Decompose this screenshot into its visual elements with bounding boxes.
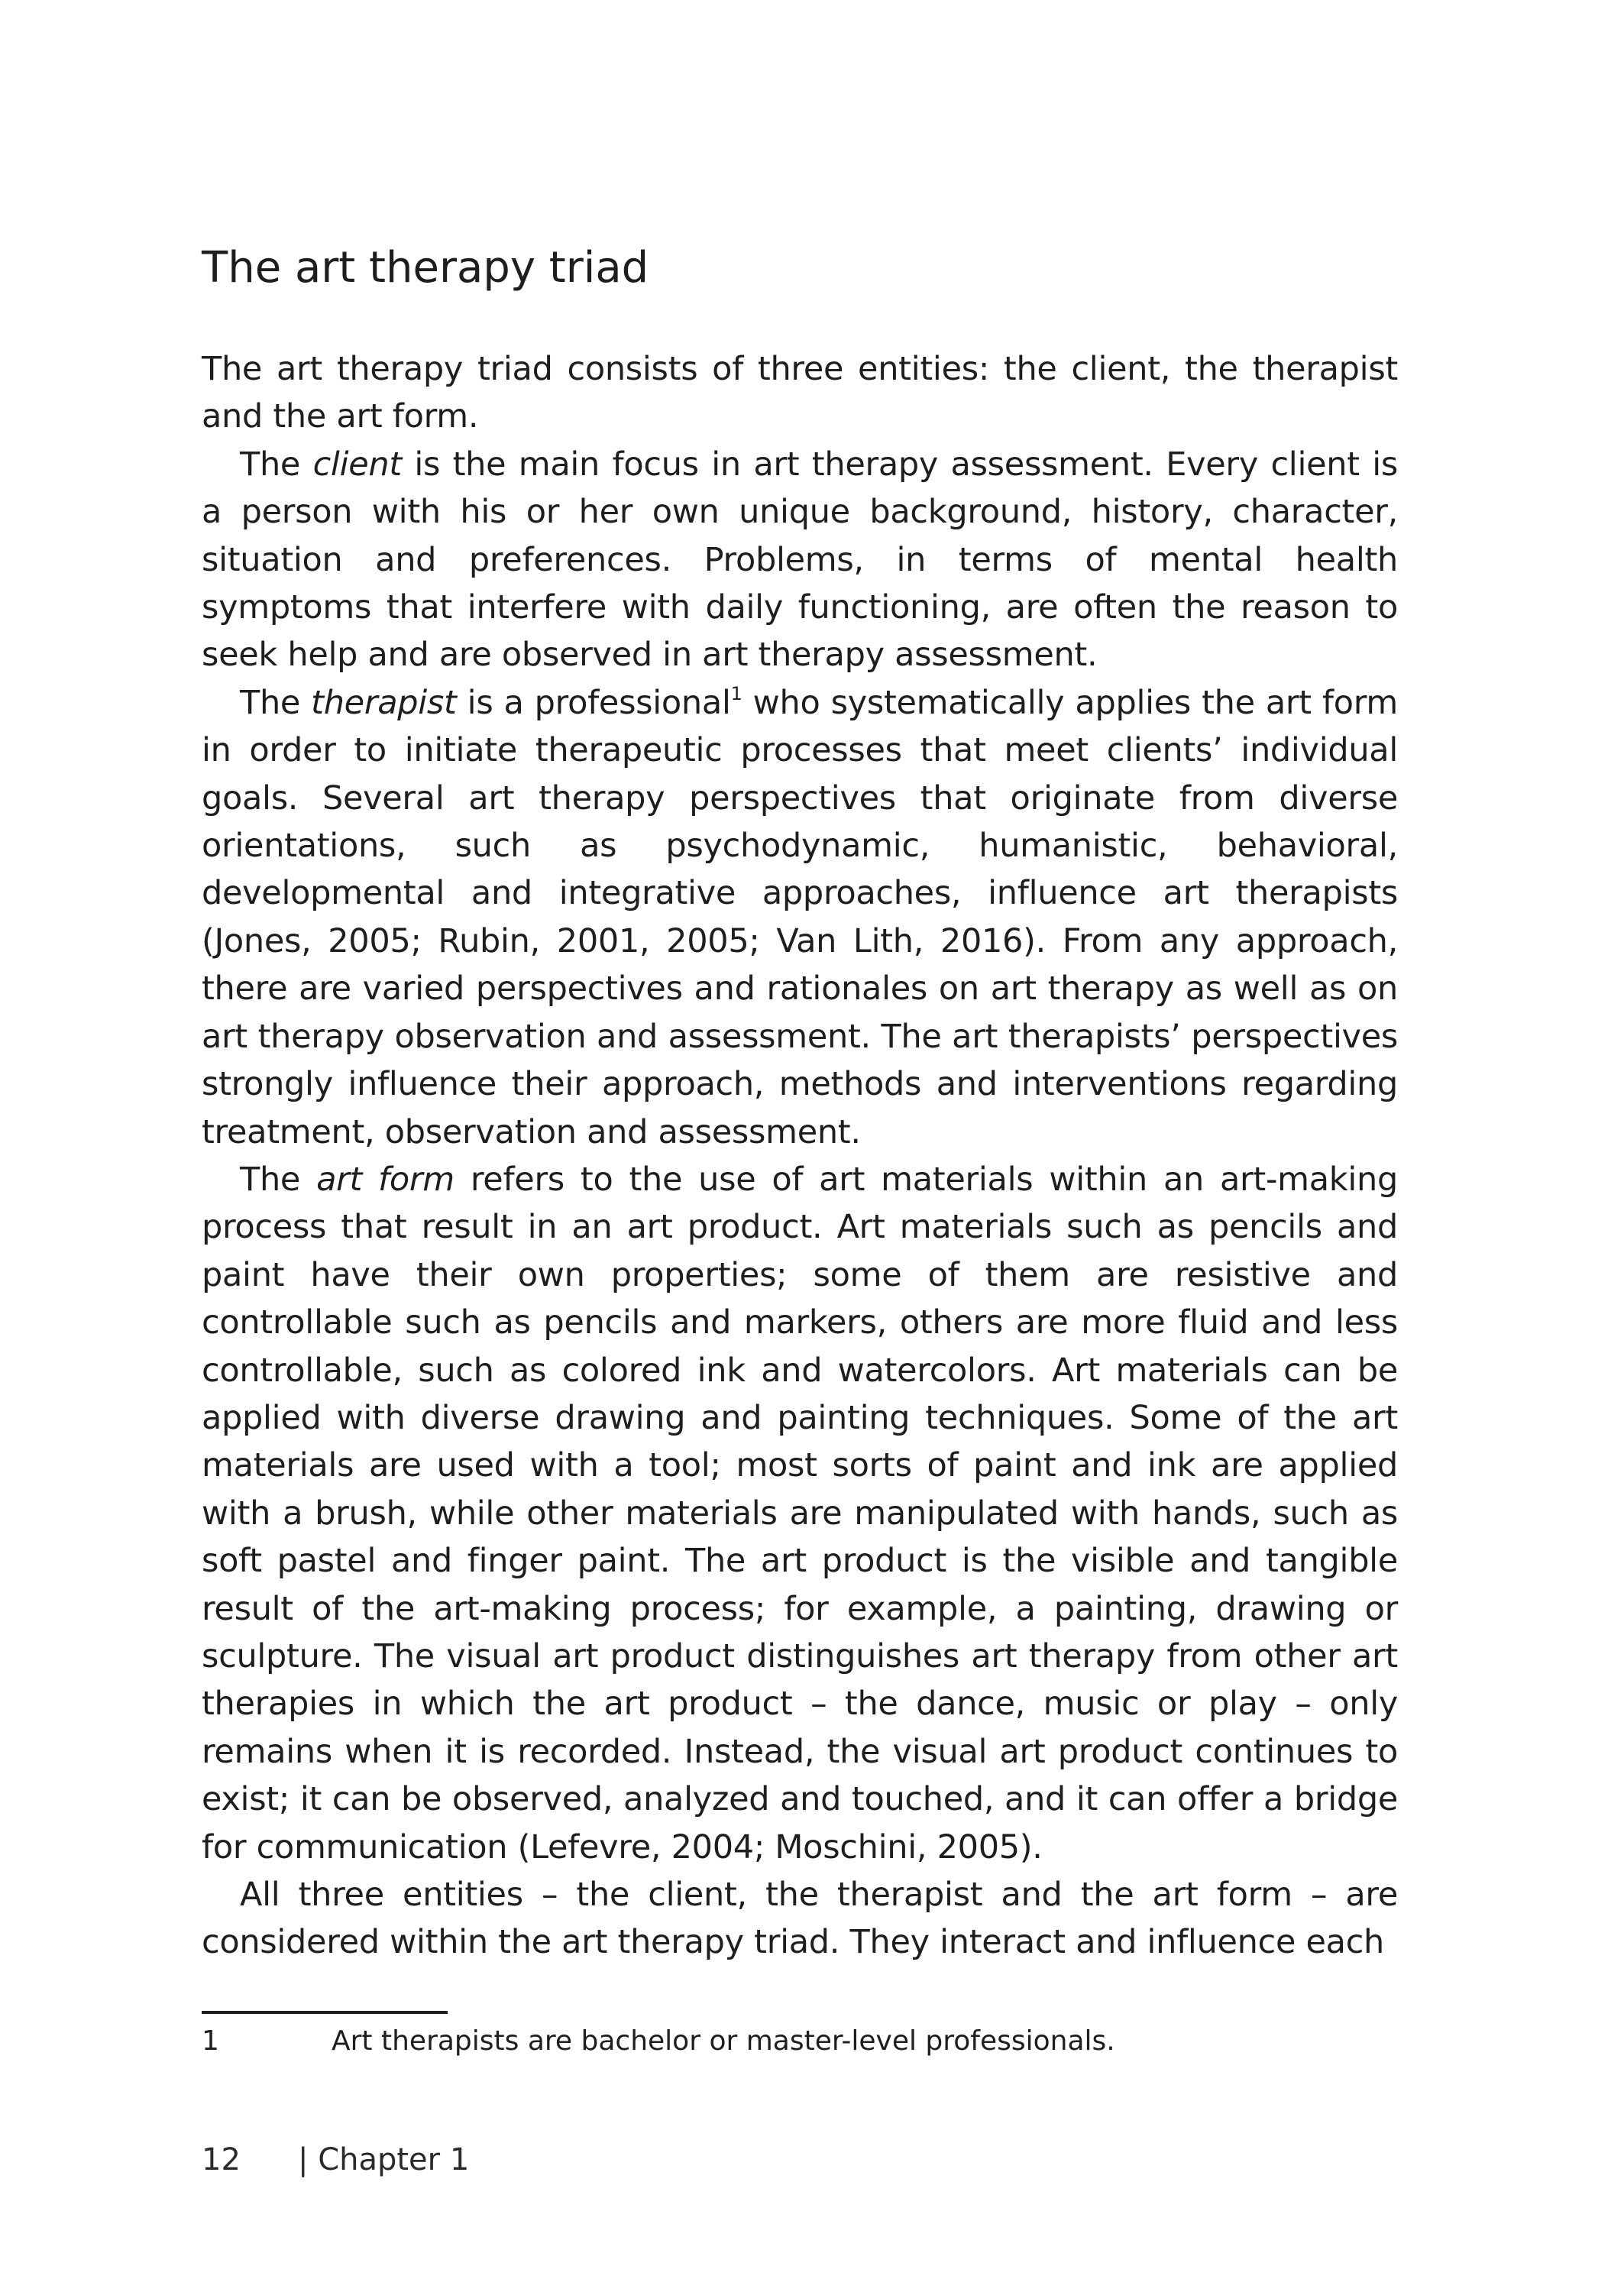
- paragraph-client: [202, 441, 1398, 679]
- body-text: [202, 345, 1398, 1967]
- section-heading: The art therapy triad: [202, 243, 649, 293]
- page-number: 12: [202, 2142, 241, 2177]
- term-art-form: art form: [316, 1160, 455, 1199]
- paragraph-art-form-text: refers to the use of art materials within an art-making process that result in an art product. Art materials such as pencils and paint have their own properties; some of them are resistive and controllable such as pencils and markers, others are more fluid and less controllable, such as colored ink and watercolors. Art materials can be applied with diverse drawing and painting techniques. Some of the art materials are used with a tool; most sorts of paint and ink are applied with a brush, while other materials are manipulated with hands, such as soft pastel and finger paint. The art product is the visible and tangible result of the art-making process; for example, a painting, drawing or sculpture. The visual art product distinguishes art therapy from other art therapies in which the art product – the dance, music or play – only remains when it is recorded. Instead, the visual art product continues to exist; it can be observed, analyzed and touched, and it can offer a bridge for communication (Lefevre, 2004; Moschini, 2005).: [202, 1160, 1398, 1866]
- paragraph-client-lead: The: [240, 445, 313, 484]
- paragraph-therapist-lead: The: [240, 683, 312, 722]
- chapter-label: | Chapter 1: [298, 2142, 470, 2177]
- paragraph-therapist-text: who systematically applies the art form in order to initiate therapeutic processes that meet clients’ individual goals. Several art therapy perspectives that originate from diverse orientations, such as psychodynamic, humanistic, behavioral, developmental and integrative approaches, influence art therapists (Jones, 2005; Rubin, 2001, 2005; Van Lith, 2016). From any approach, there are varied perspectives and rationales on art therapy as well as on art therapy observation and assessment. The art therapists’ perspectives strongly influence their approach, methods and interventions regarding treatment, observation and assessment.: [202, 683, 1398, 1151]
- term-client: client: [312, 445, 402, 484]
- page-footer: [202, 2140, 469, 2180]
- paragraph-intro: The art therapy triad consists of three entities: the client, the therapist and the art form.: [202, 350, 1398, 436]
- footnote-text: Art therapists are bachelor or master-level professionals.: [332, 2025, 1115, 2057]
- footnote-divider: [202, 2011, 448, 2014]
- paragraph-triad: All three entities – the client, the therapist and the art form – are considered within the art therapy triad. They interact and influence each: [202, 1876, 1398, 1962]
- paragraph-therapist: [202, 679, 1398, 1156]
- paragraph-art-form-lead: The: [240, 1160, 317, 1199]
- paragraph-client-text: is the main focus in art therapy assessment. Every client is a person with his or her own unique background, history, character, situation and preferences. Problems, in terms of mental health symptoms that interfere with daily functioning, are often the reason to seek help and are observed in art therapy assessment.: [202, 445, 1398, 675]
- paragraph-art-form: [202, 1156, 1398, 1871]
- term-therapist: therapist: [311, 683, 457, 722]
- paragraph-therapist-middle: is a professional: [456, 683, 731, 722]
- footnote-reference[interactable]: 1: [730, 682, 742, 704]
- footnote-number: 1: [202, 2025, 219, 2057]
- footnote: [202, 2023, 1115, 2060]
